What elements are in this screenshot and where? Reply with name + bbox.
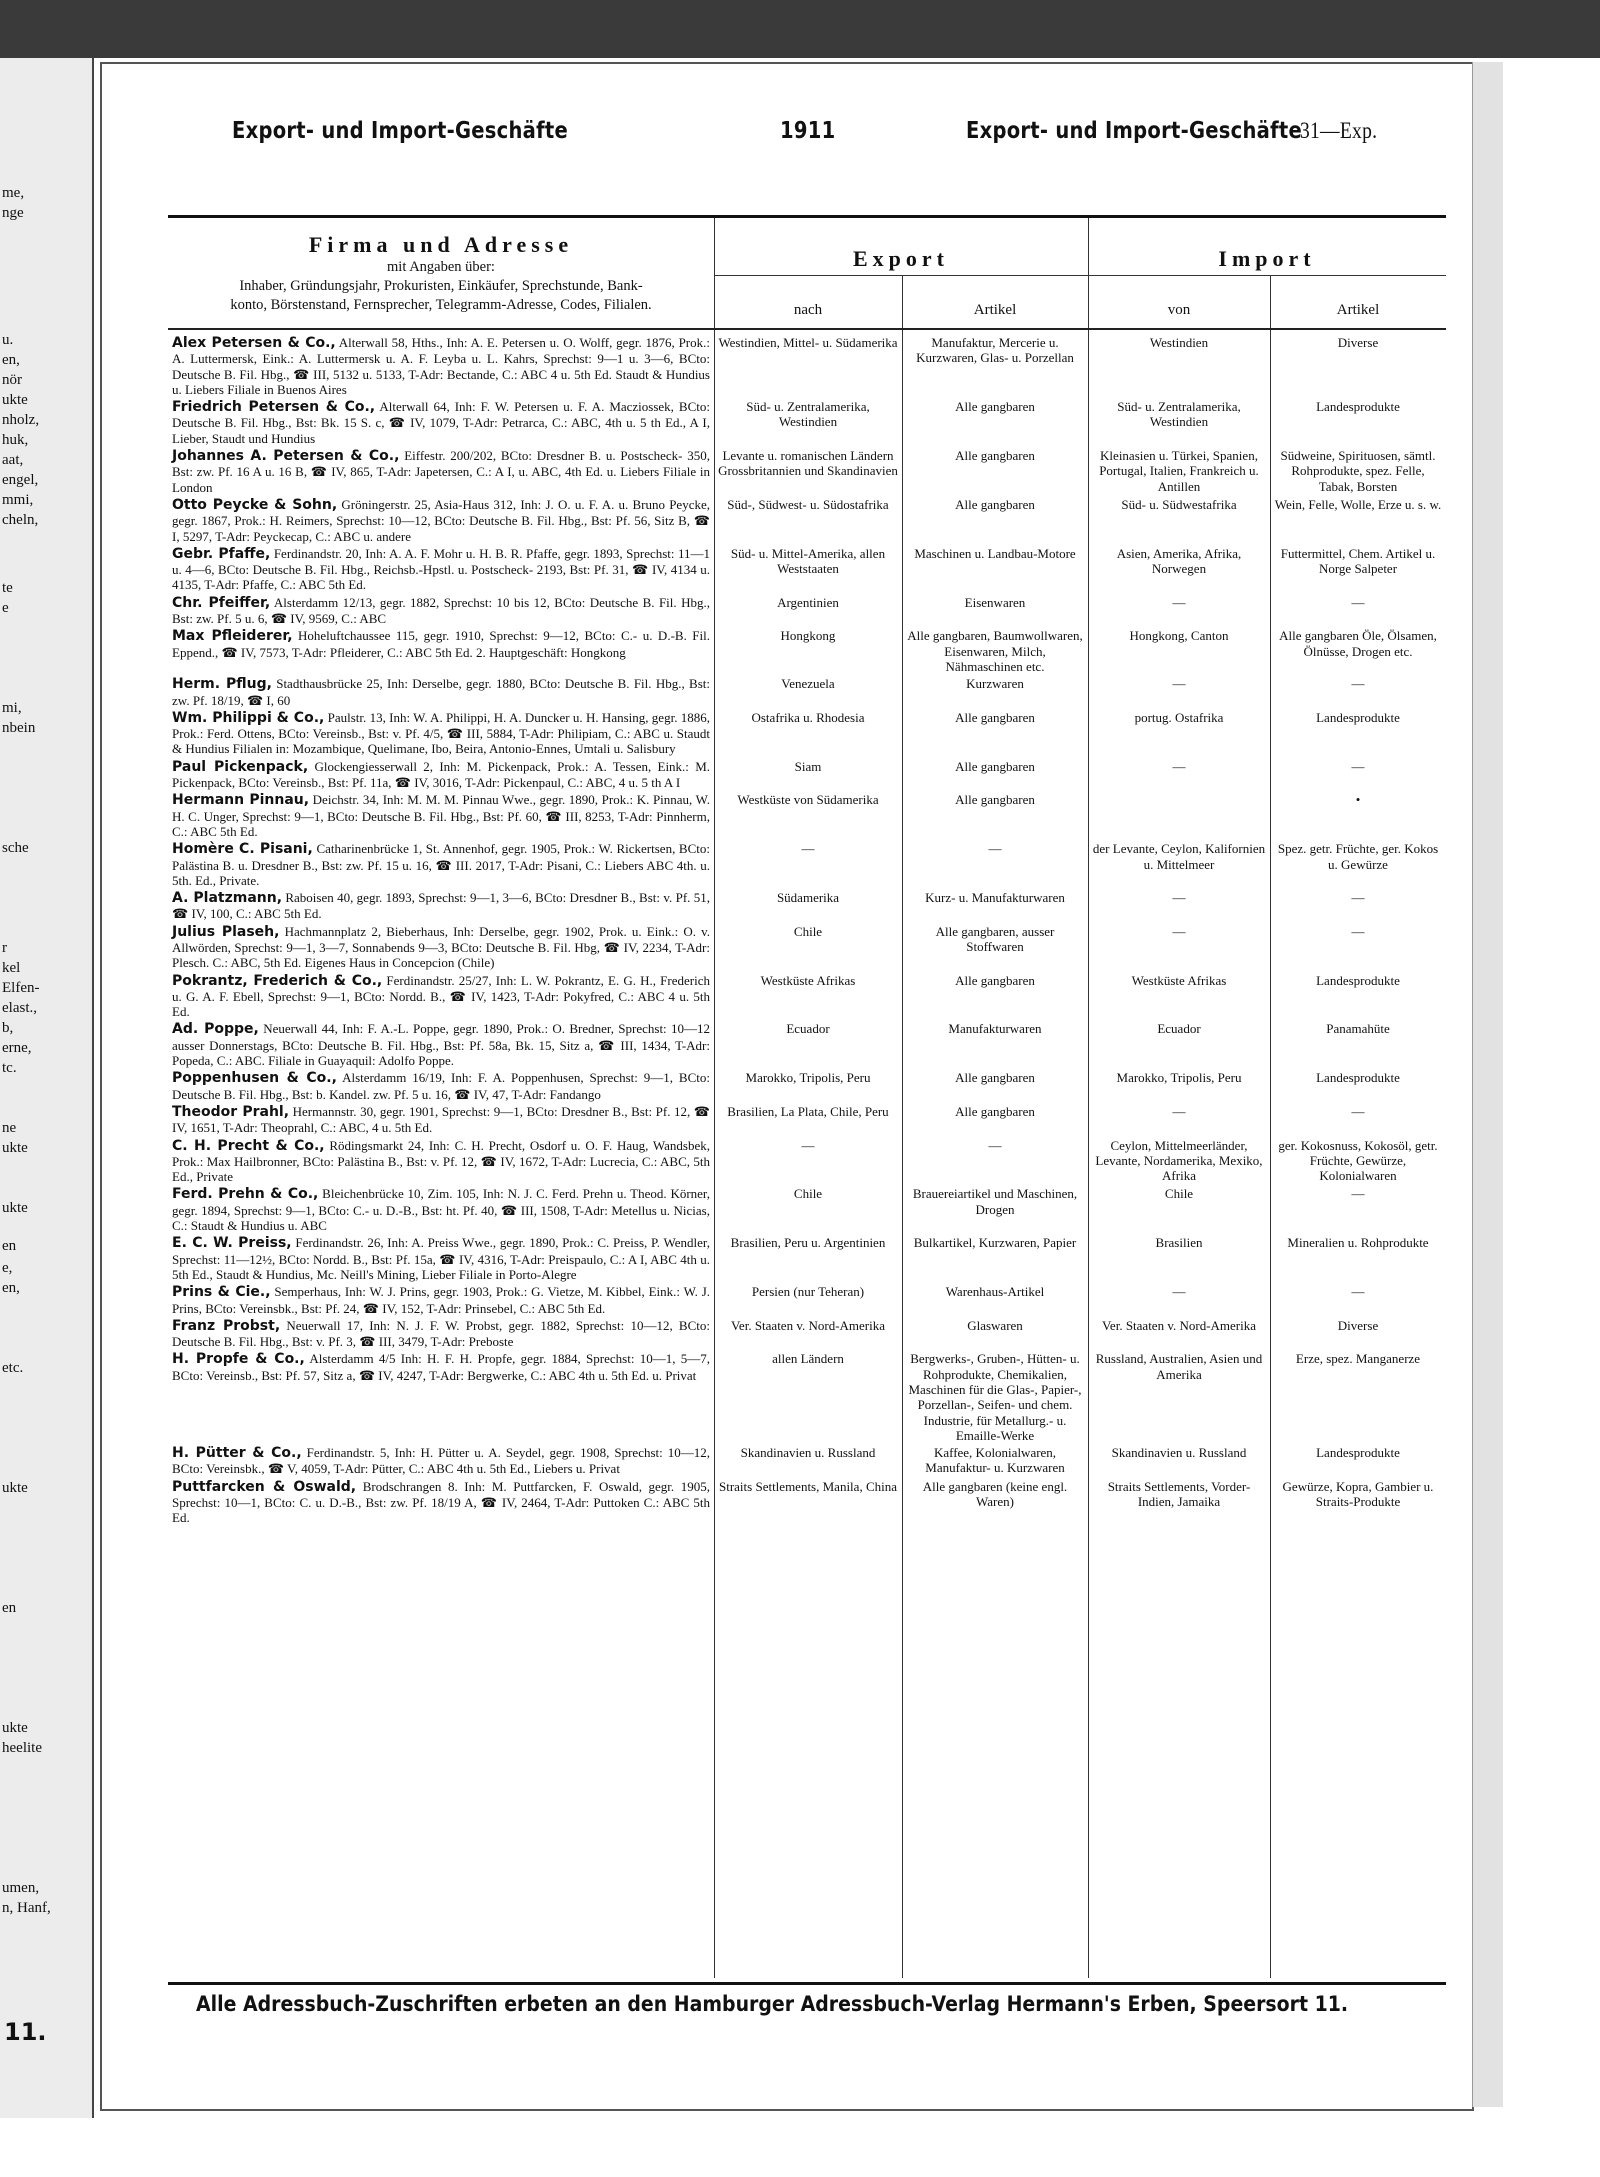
import-origin-cell: Straits Settlements, Vorder-Indien, Jamaika [1107, 1478, 1251, 1510]
import-origin-cell: Russland, Australien, Asien und Amerika [1095, 1351, 1263, 1382]
table-row [168, 791, 1446, 840]
adjacent-page-fragment: Elfen- [2, 980, 40, 996]
export-destination-cell: Chile [793, 1186, 823, 1202]
table-head-rule [168, 328, 1446, 330]
table-row [168, 1283, 1446, 1317]
import-origin-cell: — [1172, 594, 1186, 610]
firm-address-cell [168, 972, 714, 1021]
firm-address-cell [168, 709, 714, 758]
firm-address-cell [168, 791, 714, 840]
export-destination-cell: Hongkong [780, 628, 836, 644]
import-origin-cell: — [1172, 1103, 1186, 1119]
export-articles-cell: Alle gangbaren [955, 792, 1035, 808]
export-articles-cell: Maschinen u. Landbau-Motore [914, 545, 1076, 561]
firm-address-cell [168, 1283, 714, 1317]
adjacent-page-edge [0, 58, 94, 2118]
table-row [168, 1185, 1446, 1234]
table-row [168, 1234, 1446, 1283]
import-origin-cell: Süd- u. Südwestafrika [1121, 496, 1237, 512]
export-destination-cell: Süd-, Südwest- u. Südostafrika [727, 496, 889, 512]
import-origin-cell: Asien, Amerika, Afrika, Norwegen [1116, 545, 1242, 577]
table-row [168, 627, 1446, 675]
table-row [168, 923, 1446, 972]
firm-name: H. Propfe & Co., [172, 1351, 305, 1368]
firm-address-cell [168, 1185, 714, 1234]
import-articles-cell: Landesprodukte [1316, 1445, 1400, 1461]
adjacent-page-fragment: en, [2, 1280, 20, 1296]
adjacent-page-fragment: ukte [2, 1720, 28, 1736]
firm-address-cell [168, 675, 714, 709]
firm-address-cell [168, 758, 714, 792]
import-articles-cell: — [1351, 1284, 1365, 1300]
adjacent-page-fragment: r [2, 940, 7, 956]
adjacent-page-fragment: en [2, 1238, 17, 1254]
export-destination-cell: Marokko, Tripolis, Peru [745, 1070, 871, 1086]
export-articles-cell: Brauereiartikel und Maschinen, Drogen [912, 1186, 1078, 1217]
import-origin-cell: — [1172, 758, 1186, 774]
import-articles-cell: • [1355, 792, 1361, 808]
import-origin-cell: — [1172, 890, 1186, 906]
import-origin-cell: — [1172, 923, 1186, 939]
export-articles-cell: Bulkartikel, Kurzwaren, Papier [913, 1235, 1077, 1251]
import-origin-cell: Ver. Staaten v. Nord-Amerika [1101, 1317, 1257, 1333]
header-rule [168, 215, 1446, 218]
export-destination-cell: Westindien, Mittel- u. Südamerika [718, 335, 898, 350]
firm-details: Ferdinandstr. 26, Inh: A. Preiss Wwe., gegr. 1890, Prok.: C. Preiss, P. Wendler, Sprechst: 11—12½, BCto: Nordd. B., Bst: Pf. 15a, ☎ IV, 4316, T-Adr: Preispaulo, C.: A I, ABC 4th u. 5th Ed., Staudt & Hundius, Mc. Neill's Mining, Lieber Filiale in Porto-Alegre [172, 1235, 710, 1282]
export-articles-cell: — [988, 1137, 1002, 1153]
import-heading: Import [1218, 246, 1316, 271]
firm-address-cell [168, 398, 714, 447]
adjacent-page-fragment: ukte [2, 392, 28, 408]
import-origin-cell: Marokko, Tripolis, Peru [1116, 1070, 1242, 1086]
firm-details: Alterwall 58, Hths., Inh: A. E. Petersen u. O. Wolff, gegr. 1876, Prok.: A. Luttermersk, Eink.: A. Luttermersk u. A. F. Leyba u. L. Kahrs, Sprechst: 9—1 u. 3—6, BCto: Deutsche B. Fil. Hbg., ☎ III, 5132 u. 5133, T-Adr: Bectande, C.: ABC 4 u. 5th Ed. Staudt & Hundius u. Liebers Filiale in Buenos Aires [172, 335, 710, 397]
firm-address-cell [168, 545, 714, 594]
export-articles-cell: Alle gangbaren [955, 496, 1035, 512]
export-articles-cell: Alle gangbaren, ausser Stoffwaren [935, 923, 1055, 954]
firm-address-cell [168, 1069, 714, 1103]
export-articles-cell: — [988, 841, 1002, 857]
import-articles-cell: Panamahüte [1326, 1021, 1390, 1037]
import-origin-cell: — [1172, 1284, 1186, 1300]
export-articles-cell: Manufakturwaren [948, 1021, 1042, 1037]
adjacent-page-fragment: engel, [2, 472, 39, 488]
firm-name: Prins & Cie., [172, 1284, 271, 1301]
table-row [168, 758, 1446, 792]
export-articles-cell: Bergwerks-, Gruben-, Hütten- u. Rohprodukte, Chemikalien, Maschinen für die Glas-, Papier-, Porzellan-, Seifen- und chem. Industrie, für Metallurg.- u. Emaille-Werke [908, 1351, 1082, 1443]
firm-details: Brodschrangen 8. Inh: M. Puttfarcken, F. Oswald, gegr. 1905, Sprechst: 10—1, BCto: C. u. D.-B., Bst: zw. Pf. 18/19 A, ☎ IV, 2464, T-Adr: Puttoken C.: ABC 5th Ed. [172, 1478, 710, 1526]
adjacent-page-number: 11. [4, 2018, 47, 2046]
export-articles-cell: Alle gangbaren (keine engl. Waren) [922, 1478, 1068, 1510]
import-articles-cell: Südweine, Spirituosen, sämtl. Rohprodukte, spez. Felle, Tabak, Borsten [1280, 448, 1436, 494]
import-origin-cell: Kleinasien u. Türkei, Spanien, Portugal, Italien, Frankreich u. Antillen [1099, 448, 1259, 494]
firm-details: Glockengiesserwall 2, Inh: M. Pickenpack, Prok.: A. Tessen, Eink.: M. Pickenpack, BCto: Vereinsb., Bst: Pf. 11a, ☎ IV, 3016, T-Adr: Pickenpaul, C.: ABC, 4 u. 5 th A I [172, 758, 711, 791]
table-row [168, 545, 1446, 594]
table-row [168, 496, 1446, 545]
export-articles-cell: Kaffee, Kolonialwaren, Manufaktur- u. Kurzwaren [925, 1445, 1065, 1476]
import-articles-cell: — [1351, 890, 1365, 906]
firm-address-cell [168, 840, 714, 889]
table-row [168, 1020, 1446, 1069]
import-origin-cell: Skandinavien u. Russland [1111, 1445, 1247, 1461]
firm-name: Wm. Philippi & Co., [172, 709, 325, 726]
export-articles-cell: Alle gangbaren, Baumwollwaren, Eisenwaren, Milch, Nähmaschinen etc. [907, 628, 1083, 674]
firm-details: Raboisen 40, gegr. 1893, Sprechst: 9—1, 3—6, BCto: Dresdner B., Bst: v. Pf. 51, ☎ IV, 100, C.: ABC 5th Ed. [172, 890, 710, 922]
adjacent-page-fragment: e, [2, 1260, 13, 1276]
export-articles-cell: Alle gangbaren [955, 758, 1035, 774]
header-year: 1911 [780, 118, 836, 144]
table-row [168, 972, 1446, 1021]
import-articles-cell: — [1351, 1186, 1365, 1202]
export-destination-cell: Venezuela [781, 676, 835, 692]
firm-address-cell [168, 334, 714, 398]
export-articles-cell: Glaswaren [967, 1317, 1023, 1333]
firm-details: Rödingsmarkt 24, Inh: C. H. Precht, Osdorf u. O. F. Haug, Wandsbek, Prok.: Max Hailbronner, BCto: Palästina B., Bst: v. Pf. 12, ☎ IV, 1672, T-Adr: Lucrecia, C.: ABC, 5th Ed., Private [172, 1137, 710, 1185]
firm-name: Pokrantz, Frederich & Co., [172, 972, 383, 989]
export-articles-cell: Warenhaus-Artikel [945, 1284, 1045, 1300]
adjacent-page-fragment: en [2, 1600, 17, 1616]
export-destination-cell: Süd- u. Mittel-Amerika, allen Weststaaten [730, 545, 886, 577]
export-destination-cell: Brasilien, La Plata, Chile, Peru [727, 1103, 889, 1119]
firm-name: Friedrich Petersen & Co., [172, 399, 376, 416]
firm-address-cell [168, 1020, 714, 1069]
firm-details: Alsterdamm 16/19, Inh: F. A. Poppenhusen, Sprechst: 9—1, BCto: Deutsche B. Fil. Hbg., Bst: b. Kandel. zw. Pf. 5 u. 16, ☎ IV, 47, T-Adr: Fandango [172, 1070, 710, 1102]
page-number: 31—Exp. [1300, 118, 1378, 143]
export-destination-cell: Straits Settlements, Manila, China [718, 1478, 897, 1494]
firm-address-cell [168, 594, 714, 628]
entries-table [168, 334, 1446, 1527]
firm-details: Alterwall 64, Inh: F. W. Petersen u. F. A. Macziossek, BCto: Deutsche B. Fil. Hbg., Bst: Bk. 15 S. c, ☎ IV, 1079, T-Adr: Petrarca, C.: ABC, 4th u. 5 th Ed., A I, Lieber, Staudt und Hundius [172, 399, 710, 446]
firma-sub-line: Inhaber, Gründungsjahr, Prokuristen, Einkäufer, Sprechstunde, Bank- [239, 278, 643, 294]
footer-notice: Alle Adressbuch-Zuschriften erbeten an den Hamburger Adressbuch-Verlag Hermann's Erben, Speersort 11. [196, 1992, 1349, 2016]
firm-name: Ad. Poppe, [172, 1021, 259, 1038]
adjacent-page-fragment: nör [2, 372, 22, 388]
adjacent-page-fragment: ukte [2, 1480, 28, 1496]
adjacent-page-fragment: erne, [2, 1040, 32, 1056]
export-artikel-heading: Artikel [973, 302, 1017, 318]
import-articles-cell: Wein, Felle, Wolle, Erze u. s. w. [1274, 496, 1442, 512]
import-articles-cell: Erze, spez. Manganerze [1295, 1351, 1421, 1367]
firm-details: Hoheluftchaussee 115, gegr. 1910, Sprechst: 9—12, BCto: C.- u. D.-B. Fil. Eppend., ☎ IV, 7573, T-Adr: Pfleiderer, C.: ABC 5th Ed. 2. Hauptgeschäft: Hongkong [172, 628, 710, 660]
firm-name: Alex Petersen & Co., [172, 335, 336, 351]
firm-details: Stadthausbrücke 25, Inh: Derselbe, gegr. 1880, BCto: Deutsche B. Fil. Hbg., Bst: zw. Pf. 18/19, ☎ I, 60 [172, 676, 710, 708]
firm-address-cell [168, 1350, 714, 1444]
export-articles-cell: Kurz- u. Manufakturwaren [925, 890, 1065, 906]
firm-name: Franz Probst, [172, 1317, 281, 1334]
export-destination-cell: Süd- u. Zentralamerika, Westindien [746, 399, 870, 430]
adjacent-page-fragment: sche [2, 840, 29, 856]
import-articles-cell: — [1351, 923, 1365, 939]
table-row [168, 889, 1446, 923]
firm-name: H. Pütter & Co., [172, 1445, 302, 1462]
firm-details: Eiffestr. 200/202, BCto: Dresdner B. u. Postscheck- 350, Bst: zw. Pf. 16 A u. 16 B, ☎ IV, 865, T-Adr: Japetersen, C.: A I, u. ABC, 4th Ed. u. Liebers Filiale in London [172, 448, 711, 495]
firm-details: Alsterdamm 12/13, gegr. 1882, Sprechst: 10 bis 12, BCto: Deutsche B. Fil. Hbg., Bst: zw. Pf. 5 u. 6, ☎ IV, 9569, C.: ABC [172, 594, 710, 627]
adjacent-page-fragment: ne [2, 1120, 17, 1136]
export-destination-cell: Brasilien, Peru u. Argentinien [730, 1235, 886, 1251]
adjacent-page-fragment: ukte [2, 1200, 28, 1216]
table-row [168, 840, 1446, 889]
firm-address-cell [168, 627, 714, 675]
export-articles-cell: Alle gangbaren [955, 1103, 1035, 1119]
scan-bottom-margin [0, 2118, 1600, 2177]
adjacent-page-fragment: nge [2, 205, 24, 221]
adjacent-page-fragment: n, Hanf, [2, 1900, 51, 1916]
adjacent-page-fragment: umen, [2, 1880, 40, 1896]
adjacent-page-fragment: elast., [2, 1000, 37, 1016]
firm-details: Hermannstr. 30, gegr. 1901, Sprechst: 9—1, BCto: Dresdner B., Bst: Pf. 12, ☎ IV, 1651, T-Adr: Theoprahl, C.: ABC, 4 u. 5th Ed. [172, 1103, 710, 1136]
import-origin-cell: Hongkong, Canton [1129, 628, 1229, 644]
import-origin-cell: Westindien [1149, 335, 1209, 350]
export-articles-cell: Alle gangbaren [955, 972, 1035, 988]
firm-details: Hachmannplatz 2, Bieberhaus, Inh: Derselbe, gegr. 1902, Prok. u. Eink.: O. v. Allwörden, Sprechst: 9—1, 3—7, Sonnabends 9—3, BCto: Deutsche B. Fil. Hbg, ☎ IV, 2234, T-Adr: Plesch. C.: ABC, 5th Ed. Eigenes Haus in Concepcion (Chile) [172, 923, 710, 971]
scan-top-border [0, 0, 1600, 58]
firm-address-cell [168, 1478, 714, 1527]
firm-name: Poppenhusen & Co., [172, 1070, 337, 1087]
import-articles-cell: Landesprodukte [1316, 1070, 1400, 1086]
import-articles-cell: Landesprodukte [1316, 972, 1400, 988]
export-destination-cell: Ostafrika u. Rhodesia [751, 709, 865, 725]
subheading-rule [714, 275, 1446, 276]
import-articles-cell: Futtermittel, Chem. Artikel u. Norge Salpeter [1280, 545, 1436, 577]
export-destination-cell: Skandinavien u. Russland [740, 1445, 876, 1461]
import-origin-cell: portug. Ostafrika [1134, 709, 1224, 725]
firm-details: Semperhaus, Inh: W. J. Prins, gegr. 1903, Prok.: G. Vietze, M. Kibbel, Eink.: W. J. Prins, BCto: Vereinsbk., Bst: Pf. 24, ☎ IV, 152, T-Adr: Prinsebel, C.: ABC 5th Ed. [172, 1284, 711, 1316]
header-left: Export- und Import-Geschäfte [232, 118, 569, 144]
firma-sub-line: mit Angaben über: [387, 259, 495, 275]
export-articles-cell: Alle gangbaren [955, 399, 1035, 415]
firm-name: Paul Pickenpack, [172, 758, 309, 775]
export-articles-cell: Eisenwaren [964, 594, 1026, 610]
adjacent-page-fragment: me, [2, 185, 25, 201]
import-origin-cell: der Levante, Ceylon, Kalifornien u. Mittelmeer [1092, 841, 1266, 872]
table-row [168, 1350, 1446, 1444]
firm-name: Puttfarcken & Oswald, [172, 1478, 357, 1495]
import-origin-cell [1088, 791, 1270, 840]
firm-details: Catharinenbrücke 1, St. Annenhof, gegr. 1905, Prok.: W. Rickertsen, BCto: Palästina B. u. Dresdner B., Bst: zw. Pf. 15 u. 16, ☎ III. 2017, T-Adr: Pisani, C.: Liebers ABC 4th. u. 5th. Ed., Private. [172, 841, 711, 888]
firma-sub-line: konto, Börstenstand, Fernsprecher, Telegramm-Adresse, Codes, Filialen. [230, 297, 652, 313]
firm-details: Gröningerstr. 25, Asia-Haus 312, Inh: J. O. u. F. A. u. Bruno Peycke, gegr. 1867, Prok.: H. Reimers, Sprechst: 10—12, BCto: Deutsche B. Fil. Hbg., Bst: Pf. 56, Sitz B, ☎ I, 5297, T-Adr: Peyckecap, C.: ABC u. andere [172, 496, 710, 544]
export-articles-cell: Kurzwaren [966, 676, 1024, 692]
import-von-heading: von [1167, 302, 1191, 318]
import-articles-cell: — [1351, 676, 1365, 692]
import-articles-cell: — [1351, 758, 1365, 774]
firm-name: Otto Peycke & Sohn, [172, 496, 338, 513]
export-destination-cell: Ecuador [786, 1021, 830, 1037]
import-articles-cell: Spez. getr. Früchte, ger. Kokos u. Gewürze [1277, 841, 1439, 872]
import-origin-cell: Brasilien [1155, 1235, 1203, 1251]
export-destination-cell: Persien (nur Teheran) [751, 1284, 865, 1300]
firm-name: Herm. Pflug, [172, 676, 272, 693]
adjacent-page-fragment: e [2, 600, 9, 616]
import-origin-cell: Süd- u. Zentralamerika, Westindien [1117, 399, 1241, 430]
adjacent-page-fragment: mmi, [2, 492, 34, 508]
adjacent-page-fragment: mi, [2, 700, 22, 716]
firm-name: Gebr. Pfaffe, [172, 545, 271, 562]
import-articles-cell: Gewürze, Kopra, Gambier u. Straits-Produkte [1282, 1478, 1434, 1510]
firm-name: Hermann Pinnau, [172, 792, 310, 809]
firm-details: Ferdinandstr. 25/27, Inh: L. W. Pokrantz, E. G. H., Frederich u. G. A. F. Ebell, Sprechst: 9—1, BCto: Nordd. B., ☎ IV, 1423, T-Adr: Pokyfred, C.: ABC 4 u. 5th Ed. [172, 972, 710, 1020]
adjacent-page-fragment: aat, [2, 452, 24, 468]
firm-address-cell [168, 889, 714, 923]
table-row [168, 1317, 1446, 1351]
export-destination-cell: allen Ländern [772, 1351, 844, 1367]
export-articles-cell: Alle gangbaren [955, 448, 1035, 464]
firm-name: Max Pfleiderer, [172, 628, 293, 645]
import-origin-cell: Westküste Afrikas [1131, 972, 1227, 988]
export-destination-cell: — [801, 841, 815, 857]
firm-details: Alsterdamm 4/5 Inh: H. F. H. Propfe, gegr. 1884, Sprechst: 10—1, 5—7, BCto: Vereinsb., Bst: Pf. 57, Sitz a, ☎ IV, 4247, T-Adr: Bergwerke, C.: ABC 4th u. 5th Ed. u. Privat [172, 1351, 710, 1383]
export-destination-cell: Siam [794, 758, 822, 774]
table-row [168, 1103, 1446, 1137]
firm-name: A. Platzmann, [172, 890, 283, 907]
table-row [168, 675, 1446, 709]
firm-address-cell [168, 923, 714, 972]
firm-details: Neuerwall 17, Inh: N. J. F. W. Probst, gegr. 1882, Sprechst: 10—12, BCto: Deutsche B. Fil. Hbg., Bst: v. Pf. 3, ☎ III, 3479, T-Adr: Preboste [172, 1317, 710, 1350]
firm-address-cell [168, 496, 714, 545]
import-articles-cell: — [1351, 594, 1365, 610]
adjacent-page-fragment: cheln, [2, 512, 39, 528]
firm-address-cell [168, 1137, 714, 1186]
firm-address-cell [168, 447, 714, 496]
import-origin-cell: Ecuador [1157, 1021, 1201, 1037]
import-articles-cell: Mineralien u. Rohprodukte [1287, 1235, 1429, 1251]
export-nach-heading: nach [793, 302, 823, 318]
import-articles-cell: ger. Kokosnuss, Kokosöl, getr. Früchte, Gewürze, Kolonialwaren [1278, 1137, 1438, 1184]
export-articles-cell: Manufaktur, Mercerie u. Kurzwaren, Glas- u. Porzellan [916, 335, 1074, 366]
adjacent-page-fragment: huk, [2, 432, 29, 448]
import-articles-cell: Diverse [1337, 1317, 1379, 1333]
firm-details: Paulstr. 13, Inh: W. A. Philippi, H. A. Duncker u. H. Hansing, gegr. 1886, Prok.: Ferd. Ottens, BCto: Vereinsb., Bst: v. Pf. 4/5, ☎ III, 5884, T-Adr: Philipiam, C.: ABC u. Staudt & Hundius Filialen in: Mozambique, Quelimane, Ibo, Beira, Antonio-Ennes, Umtali u. Salisbury [172, 709, 710, 757]
footer-rule [168, 1982, 1446, 1985]
adjacent-page-fragment: te [2, 580, 13, 596]
adjacent-page-fragment: tc. [2, 1060, 17, 1076]
table-row [168, 709, 1446, 758]
firm-address-cell [168, 1103, 714, 1137]
table-row [168, 398, 1446, 447]
import-articles-cell: Landesprodukte [1316, 709, 1400, 725]
export-destination-cell: — [801, 1137, 815, 1153]
book-spine-edge [1472, 62, 1503, 2107]
firm-name: E. C. W. Preiss, [172, 1235, 292, 1252]
firm-name: Homère C. Pisani, [172, 841, 313, 858]
firm-name: Julius Plaseh, [172, 923, 280, 940]
import-articles-cell: — [1351, 1103, 1365, 1119]
adjacent-page-fragment: ukte [2, 1140, 28, 1156]
firm-address-cell [168, 1234, 714, 1283]
import-articles-cell: Landesprodukte [1316, 399, 1400, 415]
adjacent-page-fragment: en, [2, 352, 20, 368]
table-row [168, 1069, 1446, 1103]
import-origin-cell: — [1172, 676, 1186, 692]
firm-details: Ferdinandstr. 5, Inh: H. Pütter u. A. Seydel, gegr. 1908, Sprechst: 10—12, BCto: Vereinsbk., ☎ V, 4059, T-Adr: Pütter, C.: ABC 4th u. 5th Ed., Liebers u. Privat [172, 1445, 710, 1477]
firm-name: Ferd. Prehn & Co., [172, 1186, 319, 1203]
import-articles-cell: Alle gangbaren Öle, Ölsamen, Ölnüsse, Drogen etc. [1279, 628, 1437, 659]
import-articles-cell: Diverse [1337, 335, 1379, 350]
adjacent-page-fragment: nholz, [2, 412, 40, 428]
adjacent-page-fragment: u. [2, 332, 14, 348]
table-row [168, 1478, 1446, 1527]
adjacent-page-fragment: b, [2, 1020, 14, 1036]
firm-name: Johannes A. Petersen & Co., [172, 448, 400, 465]
firma-subtitle [168, 258, 714, 315]
firm-name: Theodor Prahl, [172, 1103, 290, 1120]
export-heading: Export [853, 246, 949, 271]
export-destination-cell: Levante u. romanischen Ländern Grossbritannien und Skandinavien [718, 448, 898, 479]
import-origin-cell: Chile [1164, 1186, 1194, 1202]
firm-details: Deichstr. 34, Inh: M. M. M. Pinnau Wwe., gegr. 1890, Prok.: K. Pinnau, W. H. C. Unger, Sprechst: 9—1, BCto: Deutsche B. Fil. Hbg., Bst: Pf. 60, ☎ III, 8253, T-Adr: Pinnherm, C.: ABC 5th Ed. [172, 792, 711, 839]
adjacent-page-fragment: nbein [2, 720, 36, 736]
export-destination-cell: Argentinien [777, 594, 839, 610]
table-row [168, 1444, 1446, 1478]
header-right: Export- und Import-Geschäfte [966, 118, 1303, 144]
export-destination-cell: Südamerika [776, 890, 840, 906]
export-destination-cell: Ver. Staaten v. Nord-Amerika [730, 1317, 886, 1333]
export-destination-cell: Westküste Afrikas [760, 972, 856, 988]
table-row [168, 1137, 1446, 1186]
export-destination-cell: Westküste von Südamerika [737, 792, 879, 808]
adjacent-page-fragment: heelite [2, 1740, 42, 1756]
firm-name: C. H. Precht & Co., [172, 1137, 325, 1154]
firm-name: Chr. Pfeiffer, [172, 594, 271, 611]
firm-address-cell [168, 1444, 714, 1478]
firm-details: Neuerwall 44, Inh: F. A.-L. Poppe, gegr. 1890, Prok.: O. Bredner, Sprechst: 10—12 ausser Donnerstags, BCto: Deutsche B. Fil. Hbg., Bst: Pf. 58a, Bk. 15, Sitz a, ☎ III, 1434, T-Adr: Popeda, C.: ABC. Filiale in Guayaquil: Adolfo Poppe. [172, 1021, 710, 1069]
table-row [168, 594, 1446, 628]
firm-details: Bleichenbrücke 10, Zim. 105, Inh: N. J. C. Ferd. Prehn u. Theod. Körner, gegr. 1894, Sprechst: 9—1, BCto: C.- u. D.-B., Bst: ht. Pf. 40, ☎ III, 1508, T-Adr: Metellus u. Nicias, C.: Staudt & Hundius u. ABC [172, 1186, 710, 1234]
export-destination-cell: Chile [793, 923, 823, 939]
adjacent-page-fragment: kel [2, 960, 21, 976]
export-articles-cell: Alle gangbaren [955, 709, 1035, 725]
export-articles-cell: Alle gangbaren [955, 1070, 1035, 1086]
firm-address-cell [168, 1317, 714, 1351]
firm-details: Ferdinandstr. 20, Inh: A. A. F. Mohr u. H. B. R. Pfaffe, gegr. 1893, Sprechst: 11—1 u. 4—6, BCto: Deutsche B. Fil. Hbg., Reichsb.-Hpstl. u. Postscheck- 2193, Bst: Pf. 31, ☎ IV, 4134 u. 4135, T-Adr: Pfaffe, C.: ABC 5th Ed. [172, 545, 711, 593]
table-row [168, 334, 1446, 398]
firma-title: Firma und Adresse [308, 232, 574, 257]
table-row [168, 447, 1446, 496]
import-artikel-heading: Artikel [1336, 302, 1380, 318]
import-origin-cell: Ceylon, Mittelmeerländer, Levante, Nordamerika, Mexiko, Afrika [1095, 1137, 1263, 1184]
adjacent-page-fragment: etc. [2, 1360, 24, 1376]
